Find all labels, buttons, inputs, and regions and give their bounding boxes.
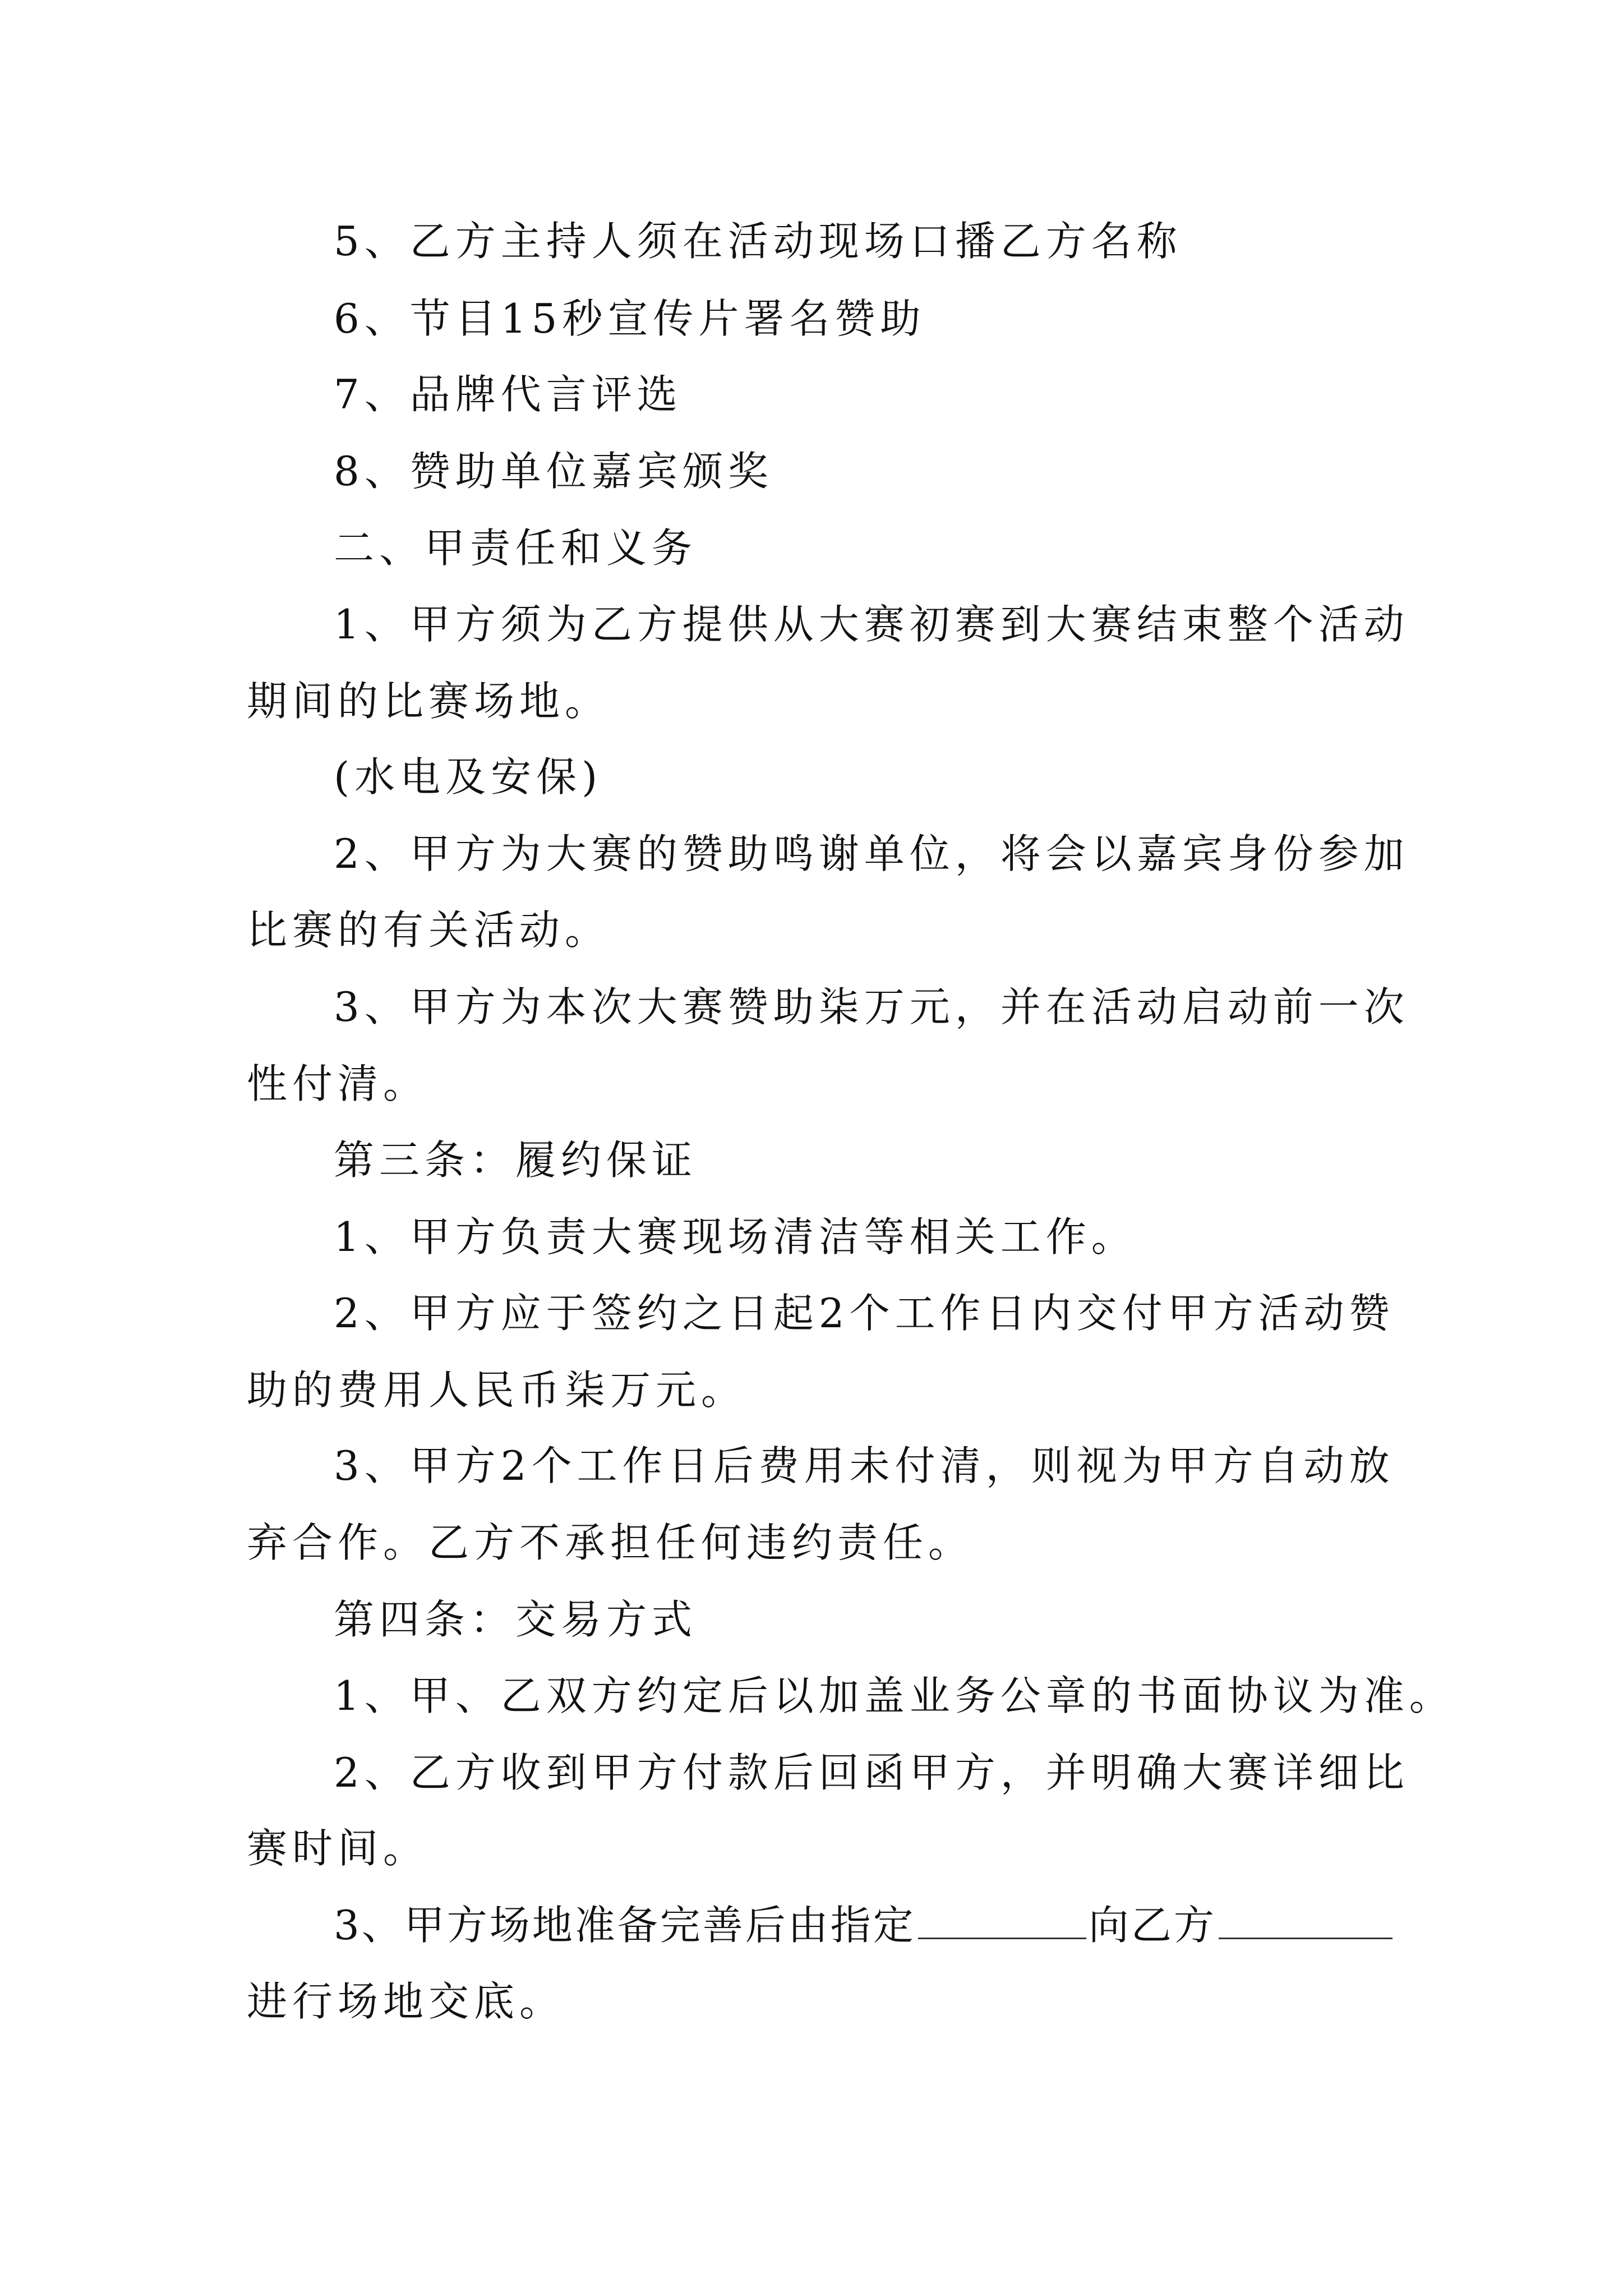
list-item: 7、品牌代言评选 <box>334 371 683 418</box>
text-segment: 向乙方 <box>1088 1902 1216 1949</box>
paragraph-line: 比赛的有关活动。 <box>247 907 611 954</box>
paragraph-line: 3、甲方为本次大赛赞助柒万元，并在活动启动前一次 <box>334 983 1409 1030</box>
paragraph-line: 1、甲方须为乙方提供从大赛初赛到大赛结束整个活动 <box>334 601 1409 648</box>
paragraph-line: (水电及安保) <box>334 753 603 800</box>
blank-field <box>1219 1903 1393 1939</box>
paragraph-line: 赛时间。 <box>247 1825 429 1872</box>
list-item: 6、节目15秒宣传片署名赞助 <box>334 295 926 342</box>
list-item: 5、乙方主持人须在活动现场口播乙方名称 <box>334 218 1182 265</box>
paragraph-line: 2、甲方为大赛的赞助鸣谢单位，将会以嘉宾身份参加 <box>334 830 1409 877</box>
article-heading: 第三条：履约保证 <box>334 1137 698 1184</box>
paragraph-line: 进行场地交底。 <box>247 1978 565 2025</box>
paragraph-line: 2、乙方收到甲方付款后回函甲方，并明确大赛详细比 <box>334 1749 1409 1796</box>
paragraph-line: 1、甲方负责大赛现场清洁等相关工作。 <box>334 1213 1137 1260</box>
paragraph-line: 助的费用人民币柒万元。 <box>247 1366 747 1414</box>
section-heading: 二、甲责任和义务 <box>334 524 698 572</box>
article-heading: 第四条：交易方式 <box>334 1596 698 1643</box>
paragraph-line <box>334 1900 1395 1950</box>
paragraph-line: 期间的比赛场地。 <box>247 678 611 725</box>
paragraph-line: 性付清。 <box>247 1060 429 1107</box>
paragraph-line: 1、甲、乙双方约定后以加盖业务公章的书面协议为准。 <box>334 1672 1455 1719</box>
paragraph-line: 2、甲方应于签约之日起2个工作日内交付甲方活动赞 <box>334 1290 1395 1337</box>
list-item: 8、赞助单位嘉宾颁奖 <box>334 448 773 495</box>
blank-field <box>918 1903 1086 1939</box>
paragraph-line: 3、甲方2个工作日后费用未付清，则视为甲方自动放 <box>334 1442 1395 1489</box>
text-segment: 3、甲方场地准备完善后由指定 <box>334 1902 916 1949</box>
paragraph-line: 弃合作。乙方不承担任何违约责任。 <box>247 1519 974 1566</box>
